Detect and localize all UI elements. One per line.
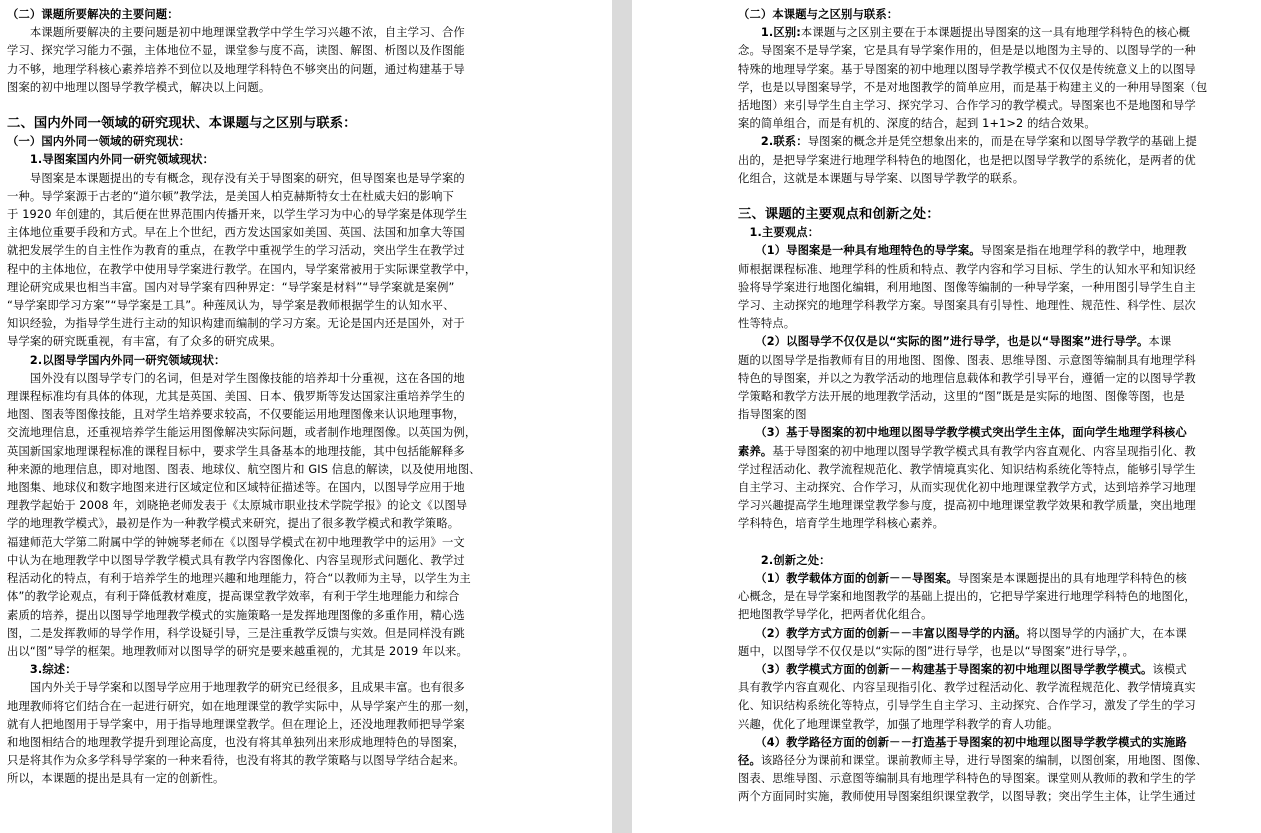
heading-text: 1.主要观点： bbox=[749, 226, 820, 240]
paragraph-line: 题的以图导学是指教师有目的用地图、图像、图表、思维导图、示意图等编制具有地理学科 bbox=[738, 353, 1196, 367]
paragraph-line: 所以，本课题的提出是具有一定的创新性。 bbox=[7, 772, 225, 786]
paragraph-line: 中认为在地理教学中以图导学教学模式具有教学内容图像化、内容呈现形式问题化、教学过 bbox=[7, 553, 465, 567]
paragraph-line: 出的，是把导学案进行地理学科特色的地图化，也是把以图导学教学的系统化，是两者的优 bbox=[738, 153, 1196, 167]
inline-bold-label: 2.联系： bbox=[760, 135, 808, 149]
section-heading: （一）国内外同一领域的研究现状： bbox=[7, 135, 191, 149]
inline-text: 本课 bbox=[1148, 335, 1172, 349]
paragraph-line: 理课程标准均有具体的体现，尤其是英国、美国、日本、俄罗斯等发达国家注重培养学生的 bbox=[7, 390, 465, 404]
subsection-heading: 3.综述： bbox=[7, 663, 77, 677]
paragraph-line: 种来源的地理信息，即对地图、图表、地球仪、航空图片和 GIS 信息的解读，以及使用地图、 bbox=[7, 462, 481, 476]
chapter-heading: 三、课题的主要观点和创新之处： bbox=[738, 207, 940, 223]
document-page-right bbox=[632, 0, 1261, 833]
inline-text: 本课题与之区别主要在于本课题提出导图案的这一具有地理学科特色的核心概 bbox=[800, 26, 1191, 40]
paragraph-line: 一种。导学案源于古老的“道尔顿”教学法，是美国人柏克赫斯特女士在杜威夫妇的影响下 bbox=[7, 189, 454, 203]
paragraph-line: 国外没有以图导学专门的名词，但是对学生图像技能的培养却十分重视，这在各国的地 bbox=[7, 371, 465, 385]
paragraph-line: 素质的培养，提出以图导学地理教学模式的实施策略一是发挥地理图像的多重作用，精心选 bbox=[7, 608, 465, 622]
paragraph-line: 交流地理信息，还重视培养学生能运用图像解决实际问题，或者制作地理图像。以英国为例， bbox=[7, 426, 477, 440]
paragraph-line: 导图案是本课题提出的专有概念，现存没有关于导图案的研究，但导图案也是导学案的 bbox=[7, 171, 465, 185]
subsection-heading bbox=[738, 224, 1249, 242]
inline-text: 基于导图案的初中地理以图导学教学模式具有教学内容直观化、内容呈现指引化、教 bbox=[772, 444, 1196, 458]
paragraph-line: “导学案即学习方案”“导学案是工具”。种莲凤认为，导学案是教师根据学生的认知水平、 bbox=[7, 299, 455, 313]
paragraph-line: 和地图相结合的地理教学提升到理论高度，也没有将其单独列出来形成地理特色的导图案， bbox=[7, 735, 465, 749]
paragraph-line: 验将导学案进行地图化编辑，利用地图、图像等编制的一种导学案，一种用图引导学生自主 bbox=[738, 280, 1196, 294]
inline-bold-label: 素养。 bbox=[738, 444, 773, 458]
paragraph-line: 自主学习、主动探究、合作学习，从而实现优化初中地理课堂教学方式，达到培养学习地理 bbox=[738, 481, 1196, 495]
inline-bold-label: 1.区别: bbox=[760, 26, 801, 40]
paragraph-line: 就把发展学生的自主性作为教育的重点，在教学中重视学生的学习活动，突出学生在教学过 bbox=[7, 244, 465, 258]
paragraph-line: 学策略和教学方法开展的地理教学活动，这里的“图”既是是实际的地图、图像等图，也是 bbox=[738, 390, 1185, 404]
paragraph-line: 就有人把地图用于导学案中，用于指导地理课堂教学。但在理论上，还没地理教师把导学案 bbox=[7, 717, 465, 731]
paragraph-line: 导学案的研究既重视，有丰富，有了众多的研究成果。 bbox=[7, 335, 282, 349]
paragraph-line: 英国新国家地理课程标准的课程目标中，要求学生具备基本的地理技能，其中包括能解释多 bbox=[7, 444, 465, 458]
paragraph-line: 案的简单组合，而是有机的、深度的结合，起到 1+1>2 的结合效果。 bbox=[738, 117, 1096, 131]
paragraph-line bbox=[738, 242, 1249, 260]
section-heading: （二）课题所要解决的主要问题： bbox=[7, 8, 179, 21]
document-page-left bbox=[0, 0, 612, 833]
paragraph-line: 念。导图案不是导学案，它是具有导学案作用的，但是是以地图为主导的、以图导学的一种 bbox=[738, 44, 1196, 58]
paragraph-line bbox=[738, 625, 1249, 643]
paragraph-line: 国内外关于导学案和以图导学应用于地理教学的研究已经很多，且成果丰富。也有很多 bbox=[7, 681, 465, 695]
paragraph-line: 于 1920 年创建的，其后便在世界范围内传播开来，以学生学习为中心的导学案是体现学生 bbox=[7, 208, 468, 222]
paragraph-line bbox=[738, 333, 1249, 351]
paragraph-line: 学习兴趣提高学生地理课堂教学参与度，提高初中地理课堂教学效果和教学质量，突出地理 bbox=[738, 499, 1196, 513]
inline-bold-label: （3）教学模式方面的创新－－构建基于导图案的初中地理以图导学教学模式。 bbox=[760, 662, 1153, 676]
paragraph-line: 题中，以图导学不仅仅是以“实际的图”进行导学，也是以“导图案”进行导学，。 bbox=[738, 644, 1135, 658]
paragraph-line: 兴趣，优化了地理课堂教学，加强了地理学科教学的育人功能。 bbox=[738, 717, 1059, 731]
paragraph-line bbox=[738, 443, 1249, 461]
paragraph-line: 特色的导图案，并以之为教学活动的地理信息载体和教学引导平台，遵循一定的以图导学教 bbox=[738, 371, 1196, 385]
paragraph-line: 指导图案的图 bbox=[738, 408, 807, 422]
paragraph-line: 福建师范大学第二附属中学的钟婉琴老师在《以图导学模式在初中地理教学中的运用》一文 bbox=[7, 535, 465, 549]
inline-text: 该路径分为课前和课堂。课前教师主导，进行导图案的编制，以图创案，用地图、图像、 bbox=[760, 753, 1208, 767]
subsection-heading bbox=[738, 552, 1249, 570]
paragraph-line bbox=[738, 570, 1249, 588]
inline-text: 导图案是指在地理学科的教学中，地理教 bbox=[980, 244, 1187, 258]
inline-bold-label: （2）教学方式方面的创新－－丰富以图导学的内涵。 bbox=[760, 626, 1027, 640]
inline-text: 将以图导学的内涵扩大，在本课 bbox=[1026, 626, 1187, 640]
paragraph-line: 学习、探究学习能力不强，主体地位不显，课堂参与度不高，读图、解图、析图以及作图能 bbox=[7, 44, 465, 58]
paragraph-line bbox=[738, 424, 1249, 442]
inline-bold-label: （2）以图导学不仅仅是以“实际的图”进行导学，也是以“导图案”进行导学。 bbox=[760, 335, 1149, 349]
paragraph-line: 理论研究成果也相当丰富。国内对导学案有四种界定：“导学案是材料”“导学案就是案例” bbox=[7, 280, 455, 294]
paragraph-line bbox=[738, 661, 1249, 679]
spacer bbox=[738, 534, 1249, 552]
spacer bbox=[738, 188, 1249, 206]
paragraph-line: 本课题所要解决的主要问题是初中地理课堂教学中学生学习兴趣不浓，自主学习、合作 bbox=[7, 26, 465, 40]
paragraph-line: 理教学起始于 2008 年，刘晓艳老师发表于《太原城市职业技术学院学报》的论文《以图导 bbox=[7, 499, 468, 513]
paragraph-line: 地理教师将它们结合在一起进行研究，如在地理课堂的教学实际中，从导学案产生的那一刻， bbox=[7, 699, 477, 713]
paragraph-line: 只是将其作为众多学科导学案的一种来看待，也没有将其的教学策略与以图导学结合起来。 bbox=[7, 754, 465, 768]
paragraph-line: 括地图）来引导学生自主学习、探究学习、合作学习的教学模式。导图案也不是地图和导学 bbox=[738, 99, 1196, 113]
paragraph-line: 地图、图表等图像技能，且对学生培养要求较高，不仅要能运用地理图像来认识地理事物， bbox=[7, 408, 465, 422]
inline-bold-text: （4）教学路径方面的创新－－打造基于导图案的初中地理以图导学教学模式的实施路 bbox=[760, 735, 1187, 749]
paragraph-line: 力不够，地理学科核心素养培养不到位以及地理学科特色不够突出的问题，通过构建基于导 bbox=[7, 62, 465, 76]
paragraph-line: 把地图教学导学化，把两者优化组合。 bbox=[738, 608, 933, 622]
inline-text: 导图案是本课题提出的具有地理学科特色的核 bbox=[957, 571, 1187, 585]
heading-text: 2.创新之处： bbox=[760, 553, 831, 567]
paragraph-line: 图表、思维导图、示意图等编制具有地理学科特色的导图案。课堂则从教师的教和学生的学 bbox=[738, 772, 1196, 786]
paragraph-line: 图案的初中地理以图导学教学模式，解决以上问题。 bbox=[7, 80, 271, 94]
inline-text: 导图案的概念并是凭空想象出来的，而是在导学案和以图导学教学的基础上提 bbox=[807, 135, 1197, 149]
paragraph-line: 地图集、地球仪和数字地图来进行区域定位和区域特征描述等。在国内，以图导学应用于地 bbox=[7, 481, 465, 495]
paragraph-line: 图，二是发挥教师的导学作用，科学设疑引导，三是注重教学反馈与实效。但是同样没有跳 bbox=[7, 626, 465, 640]
paragraph-line bbox=[738, 752, 1249, 770]
paragraph-line: 学过程活动化、教学流程规范化、教学情境真实化、知识结构系统化等特点，能够引导学生 bbox=[738, 462, 1196, 476]
paragraph-line bbox=[738, 734, 1249, 752]
paragraph-line: 知识经验，为指导学生进行主动的知识构建而编制的学习方案。无论是国内还是国外，对于 bbox=[7, 317, 465, 331]
paragraph-line: 两个方面同时实施，教师使用导图案组织课堂教学，以图导教；突出学生主体，让学生通过 bbox=[738, 790, 1196, 804]
paragraph-line: 特殊的地理导学案。基于导图案的初中地理以图导学教学模式不仅仅是传统意义上的以图导 bbox=[738, 62, 1196, 76]
paragraph-line: 化、知识结构系统化等特点，引导学生自主学习、主动探究、合作学习，激发了学生的学习 bbox=[738, 699, 1196, 713]
paragraph-line bbox=[738, 133, 1249, 151]
subsection-heading: 1.导图案国内外同一研究领域现状： bbox=[7, 153, 215, 167]
inline-bold-label: （1）导图案是一种具有地理特色的导学案。 bbox=[760, 244, 981, 258]
spacer bbox=[7, 97, 596, 115]
paragraph-line: 主体地位重要手段和方式。早在上个世纪，西方发达国家如美国、英国、法国和加拿大等国 bbox=[7, 226, 465, 240]
page-gutter bbox=[612, 0, 632, 833]
paragraph-line: 心概念，是在导学案和地图教学的基础上提出的，它把导学案进行地理学科特色的地图化， bbox=[738, 590, 1196, 604]
paragraph-line: 具有教学内容直观化、内容呈现指引化、教学过程活动化、教学流程规范化、教学情境真实 bbox=[738, 681, 1196, 695]
paragraph-line: 学的地理教学模式》，最初是作为一种教学模式来研究，提出了很多教学模式和教学策略。 bbox=[7, 517, 460, 531]
paragraph-line: 学，也是以导图案导学，不是对地图教学的简单应用，而是基于构建主义的一种用导图案（包 bbox=[738, 80, 1208, 94]
inline-bold-text: （3）基于导图案的初中地理以图导学教学模式突出学生主体，面向学生地理学科核心 bbox=[760, 426, 1187, 440]
paragraph-line: 性等特点。 bbox=[738, 317, 796, 331]
inline-bold-label: 径。 bbox=[738, 753, 761, 767]
paragraph-line: 学科特色，培育学生地理学科核心素养。 bbox=[738, 517, 945, 531]
paragraph-line: 程中的主体地位，在教学中使用导学案进行教学。在国内，导学案常被用于实际课堂教学中， bbox=[7, 262, 477, 276]
inline-text: 该模式 bbox=[1152, 662, 1187, 676]
paragraph-line: 学习、主动探究的地理学科教学方案。导图案具有引导性、地理性、规范性、科学性、层次 bbox=[738, 299, 1196, 313]
paragraph-line bbox=[738, 24, 1249, 42]
subsection-heading: 2.以图导学国内外同一研究领域现状： bbox=[7, 353, 226, 367]
paragraph-line: 师根据课程标准、地理学科的性质和特点、教学内容和学习目标、学生的认知水平和知识经 bbox=[738, 262, 1196, 276]
inline-bold-label: （1）教学载体方面的创新－－导图案。 bbox=[760, 571, 958, 585]
paragraph-line: 体”的教学论观点，有利于降低教材难度，提高课堂教学效率，有利于学生地理能力和综合 bbox=[7, 590, 460, 604]
paragraph-line: 出以“图”导学的框架。地理教师对以图导学的研究是要来越重视的，尤其是 2019 年以来。 bbox=[7, 644, 468, 658]
chapter-heading: 二、国内外同一领域的研究现状、本课题与之区别与联系： bbox=[7, 116, 357, 132]
paragraph-line: 程活动化的特点，有利于培养学生的地理兴趣和地理能力，符合“以教师为主导，以学生为主 bbox=[7, 572, 471, 586]
section-heading: （二）本课题与之区别与联系： bbox=[738, 8, 899, 21]
paragraph-line: 化组合，这就是本课题与导学案、以图导学教学的联系。 bbox=[738, 171, 1025, 185]
